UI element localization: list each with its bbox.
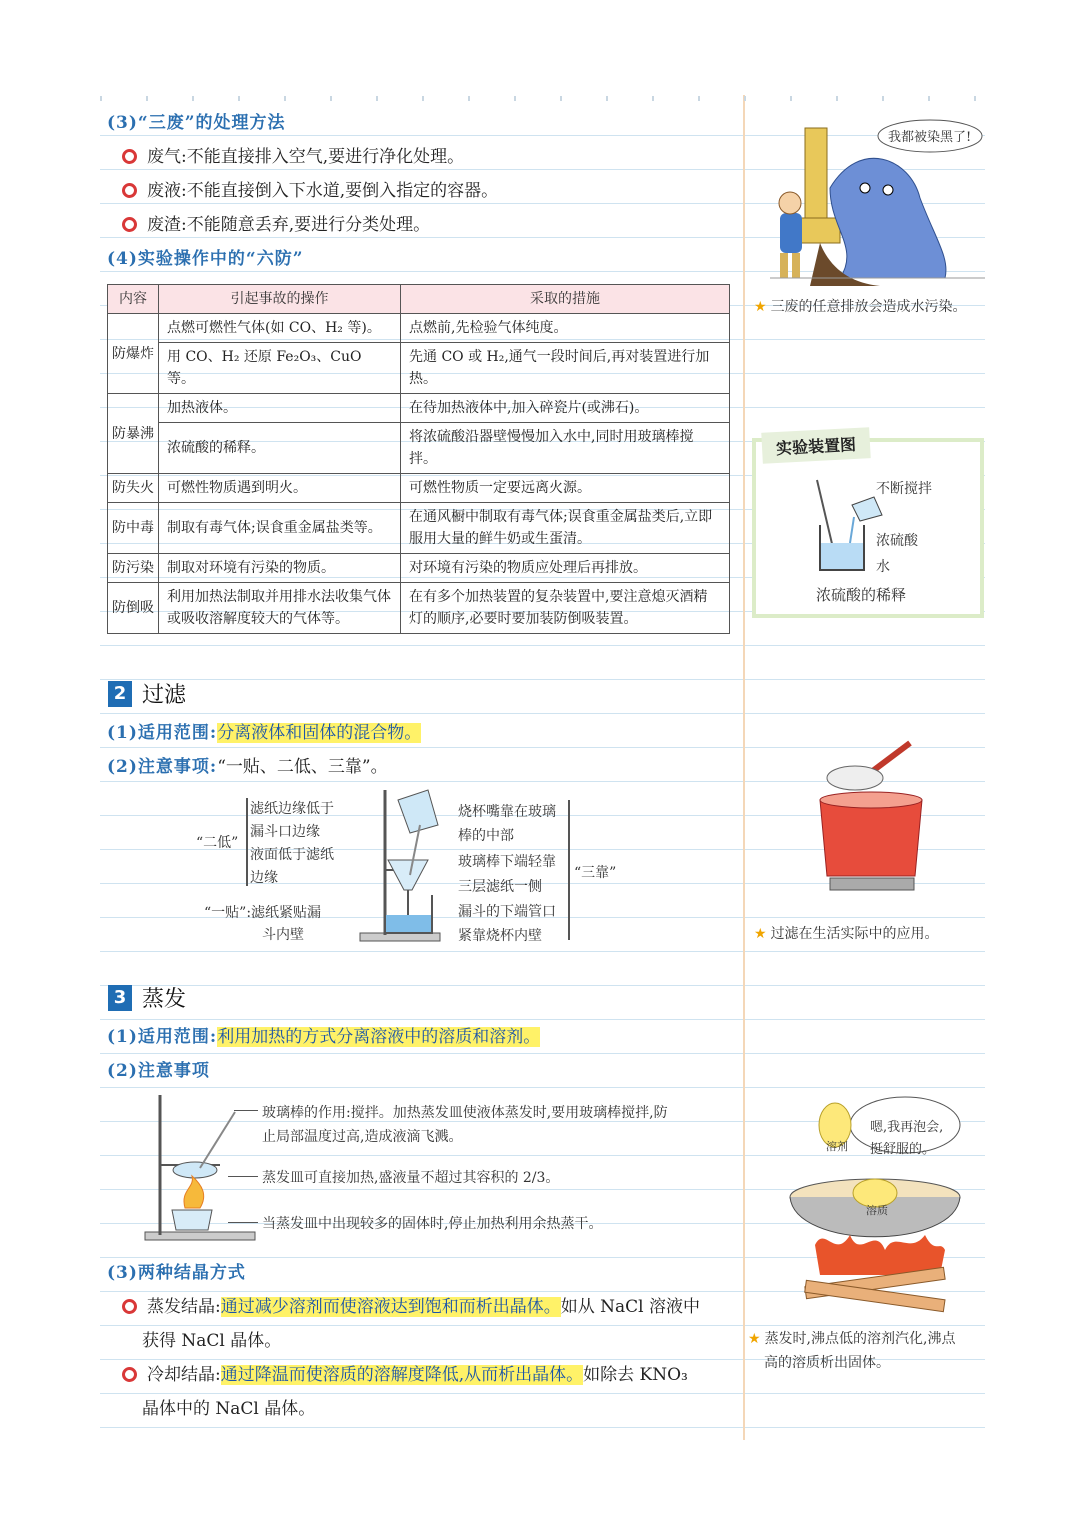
star-icon: ★ [754,299,767,315]
table-row [108,474,730,503]
ruled-line [100,1427,985,1428]
table-cell: 先通 CO 或 H₂,通气一段时间后,再对装置进行加热。 [401,343,730,394]
top-dot [192,96,194,101]
bullet-icon [122,1299,137,1314]
table-cell: 用 CO、H₂ 还原 Fe₂O₃、CuO 等。 [159,343,401,394]
treat-item-gas: 废气:不能直接排入空气,要进行净化处理。 [122,142,464,167]
table-cell-category: 防暴沸 [108,394,159,474]
table-row [108,343,730,394]
star-icon: ★ [748,1331,761,1347]
cooking-strainer-illustration [810,738,940,898]
table-cell-category: 防中毒 [108,503,159,554]
top-dot [882,96,884,101]
table-row [108,503,730,554]
top-dot [928,96,930,101]
table-header: 内容 [108,285,159,314]
top-dot [238,96,240,101]
table-row [108,583,730,634]
section-number: 3 [108,985,132,1011]
evap-note-rod: 玻璃棒的作用:搅拌。加热蒸发皿使液体蒸发时,要用玻璃棒搅拌,防 [262,1105,668,1121]
top-dot [468,96,470,101]
table-cell: 利用加热法制取并用排水法收集气体或吸收溶解度较大的气体等。 [159,583,401,634]
yitie-label-2: 斗内壁 [262,927,304,943]
erdi-item: 边缘 [250,870,278,886]
top-dot [376,96,378,101]
table-row [108,394,730,423]
pollution-caption: ★ 三废的任意排放会造成水污染。 [754,299,967,315]
ruled-line [100,713,985,714]
sankao-brace [568,800,570,940]
top-dot [974,96,976,101]
table-cell: 在待加热液体中,加入碎瓷片(或沸石)。 [401,394,730,423]
sankao-item: 玻璃棒下端轻靠 [458,854,556,870]
erdi-label: “二低” [196,835,239,851]
section-title: 蒸发 [142,987,187,1012]
cartoon-bubble-1: 嗯,我再泡会, [870,1120,944,1135]
top-dot [606,96,608,101]
margin-divider [743,95,745,1440]
ruled-line [100,645,985,646]
filter-section-header [108,678,186,709]
dilution-label-stir: 不断搅拌 [876,481,932,497]
erdi-item: 液面低于滤纸 [250,847,334,863]
top-dots [100,96,985,102]
top-dot [836,96,838,101]
ruled-line [100,1019,985,1020]
dilution-label-acid: 浓硫酸 [876,533,918,549]
table-header: 引起事故的操作 [159,285,401,314]
cryst-cool-line2: 晶体中的 NaCl 晶体。 [142,1399,316,1419]
table-cell: 在通风橱中制取有毒气体;误食重金属盐类后,立即服用大量的鲜牛奶或生蛋清。 [401,503,730,554]
ruled-line [100,1053,985,1054]
cryst-heading: (3)两种结晶方式 [107,1263,246,1283]
table-row [108,423,730,474]
dilution-label-water: 水 [876,559,890,575]
evap-note-stop: 当蒸发皿中出现较多的固体时,停止加热利用余热蒸干。 [262,1216,603,1232]
erdi-item: 滤纸边缘低于 [250,801,334,817]
section-title: 过滤 [142,683,187,708]
table-cell: 在有多个加热装置的复杂装置中,要注意熄灭酒精灯的顺序,必要时要加装防倒吸装置。 [401,583,730,634]
six-heading: (4)实验操作中的“六防” [107,249,304,269]
sankao-item: 漏斗的下端管口 [458,904,556,920]
ruled-line [100,951,985,952]
dilution-title: 实验装置图 [761,427,870,464]
table-cell: 加热液体。 [159,394,401,423]
sankao-label: “三靠” [574,865,617,881]
cryst-evap-line2: 获得 NaCl 晶体。 [142,1331,282,1351]
ruled-line [100,985,985,986]
evap-caption: ★ 蒸发时,沸点低的溶剂汽化,沸点 [748,1331,956,1347]
table-row [108,554,730,583]
top-dot [744,96,746,101]
table-cell: 可燃性物质一定要远离火源。 [401,474,730,503]
table-cell: 可燃性物质遇到明火。 [159,474,401,503]
table-cell-category: 防失火 [108,474,159,503]
table-row [108,314,730,343]
top-dot [652,96,654,101]
evap-note-rod-2: 止局部温度过高,造成液滴飞溅。 [262,1129,463,1145]
evap-notes-heading: (2)注意事项 [107,1061,210,1081]
table-header: 采取的措施 [401,285,730,314]
table-cell-category: 防污染 [108,554,159,583]
evaporation-apparatus [140,1090,260,1250]
cryst-evap-item: 蒸发结晶:通过减少溶剂而使溶液达到饱和而析出晶体。如从 NaCl 溶液中 [122,1292,700,1317]
sankao-item: 三层滤纸一侧 [458,879,542,895]
star-icon: ★ [754,926,767,942]
top-dot [330,96,332,101]
top-dot [284,96,286,101]
top-dot [100,96,102,101]
filter-apparatus [340,785,450,945]
yitie-label: “一贴”:滤纸紧贴漏 [204,905,322,921]
table-cell-category: 防爆炸 [108,314,159,394]
six-prevention-table [107,284,730,634]
pointer-line [228,1222,258,1223]
treat-item-liquid: 废液:不能直接倒入下水道,要倒入指定的容器。 [122,176,498,201]
table-cell: 点燃前,先检验气体纯度。 [401,314,730,343]
evap-note-dish: 蒸发皿可直接加热,盛液量不超过其容积的 2/3。 [262,1170,560,1186]
table-cell: 制取对环境有污染的物质。 [159,554,401,583]
bullet-icon [122,1367,137,1382]
evap-scope: (1)适用范围:利用加热的方式分离溶液中的溶质和溶剂。 [107,1027,541,1047]
solute-label: 溶质 [866,1204,888,1217]
sankao-item: 烧杯嘴靠在玻璃 [458,804,556,820]
evap-section-header [108,982,186,1013]
ruled-line [100,679,985,680]
erdi-brace [246,798,248,886]
top-dot [698,96,700,101]
table-cell: 浓硫酸的稀释。 [159,423,401,474]
treat-heading: (3)“三废”的处理方法 [107,113,286,133]
top-dot [560,96,562,101]
table-cell: 将浓硫酸沿器壁慢慢加入水中,同时用玻璃棒搅拌。 [401,423,730,474]
bullet-icon [122,217,137,232]
top-dot [790,96,792,101]
table-cell: 对环境有污染的物质应处理后再排放。 [401,554,730,583]
table-cell: 点燃可燃性气体(如 CO、H₂ 等)。 [159,314,401,343]
pointer-line [234,1110,258,1111]
solvent-label: 溶剂 [826,1140,848,1153]
top-dot [146,96,148,101]
sankao-item: 紧靠烧杯内壁 [458,928,542,944]
bullet-icon [122,149,137,164]
pollution-bubble-text: 我都被染黑了! [888,130,972,145]
dilution-caption: 浓硫酸的稀释 [816,586,907,604]
table-cell: 制取有毒气体;误食重金属盐类等。 [159,503,401,554]
top-dot [514,96,516,101]
top-dot [422,96,424,101]
filter-scope: (1)适用范围:分离液体和固体的混合物。 [107,723,422,743]
evap-caption-2: 高的溶质析出固体。 [764,1355,890,1371]
table-cell-category: 防倒吸 [108,583,159,634]
cartoon-bubble-2: 挺舒服的。 [870,1142,936,1157]
sankao-item: 棒的中部 [458,828,514,844]
cryst-cool-item: 冷却结晶:通过降温而使溶质的溶解度降低,从而析出晶体。如除去 KNO₃ [122,1360,688,1385]
section-number: 2 [108,681,132,707]
table-header-row [108,285,730,314]
erdi-item: 漏斗口边缘 [250,824,320,840]
treat-item-solid: 废渣:不能随意丢弃,要进行分类处理。 [122,210,430,235]
bullet-icon [122,183,137,198]
pointer-line [228,1176,258,1177]
filter-caption: ★ 过滤在生活实际中的应用。 [754,926,939,942]
filter-notes: (2)注意事项:“一贴、二低、三靠”。 [107,757,388,777]
